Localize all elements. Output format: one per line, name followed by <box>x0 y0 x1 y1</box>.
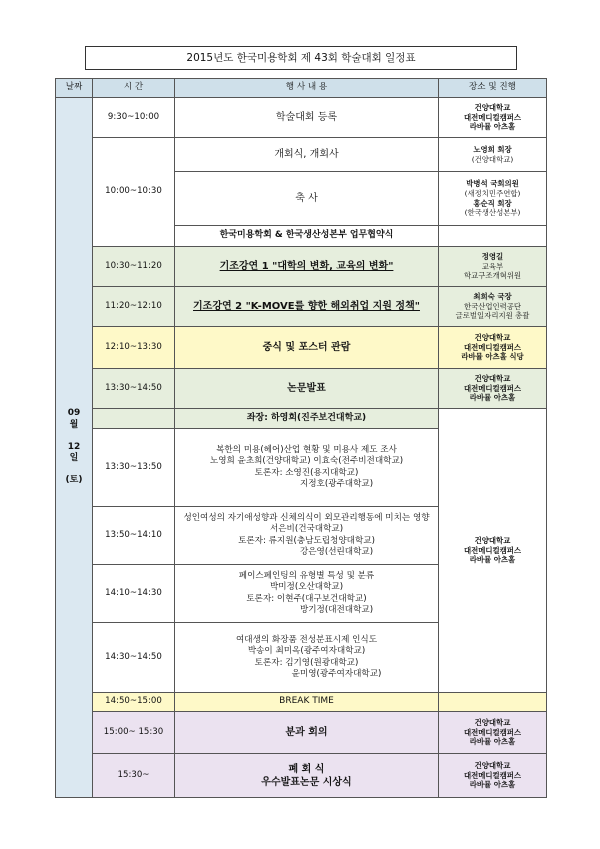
time-cell: 9:30~10:00 <box>93 98 175 138</box>
time-cell: 14:10~14:30 <box>93 565 175 623</box>
page-title: 2015년도 한국미용학회 제 43회 학술대회 일정표 <box>85 46 517 70</box>
event-cell: 논문발표 <box>175 369 439 409</box>
table-row <box>56 712 547 754</box>
location-cell: 노영희 회장 (건양대학교) <box>439 138 547 172</box>
time-cell: 14:50~15:00 <box>93 693 175 712</box>
event-cell: 기조강연 2 "K-MOVE를 향한 해외취업 지원 정책" <box>175 287 439 327</box>
event-cell: 개회식, 개회사 <box>175 138 439 172</box>
schedule-table <box>55 78 547 798</box>
table-row <box>56 287 547 327</box>
event-cell: BREAK TIME <box>175 693 439 712</box>
location-cell: 박병석 국회의원 (새정치민주연합) 홍순직 회장 (한국생산성본부) <box>439 172 547 226</box>
location-cell: 정영길 교육부 학교구조개혁위원 <box>439 247 547 287</box>
table-row <box>56 693 547 712</box>
time-cell: 15:30~ <box>93 754 175 798</box>
location-cell: 최희숙 국장 한국산업인력공단 글로벌일자리지원 총괄 <box>439 287 547 327</box>
event-cell: 한국미용학회 & 한국생산성본부 업무협약식 <box>175 226 439 247</box>
time-cell: 13:30~13:50 <box>93 429 175 507</box>
table-row <box>56 98 547 138</box>
event-cell: 분과 회의 <box>175 712 439 754</box>
header-row <box>56 79 547 98</box>
location-cell: 건양대학교 대전메디컬캠퍼스 라바뮬 아츠홀 <box>439 712 547 754</box>
time-cell: 15:00~ 15:30 <box>93 712 175 754</box>
talk-cell: 성인여성의 자기애성향과 신체의식이 외모관리행동에 미치는 영향 서은비(건국대학교) 토론자: 류지원(충남도립청양대학교) 강은영(선린대학교) <box>175 507 439 565</box>
talk-cell: 여대생의 화장품 전성분표시제 인식도 박송이 최미옥(광주여자대학교) 토론자: 김기영(원광대학교) 윤미영(광주여자대학교) <box>175 623 439 693</box>
time-cell: 10:00~10:30 <box>93 138 175 247</box>
event-cell: 폐 회 식 우수발표논문 시상식 <box>175 754 439 798</box>
time-cell: 14:30~14:50 <box>93 623 175 693</box>
header-content: 행 사 내 용 <box>175 79 439 98</box>
table-row <box>56 138 547 172</box>
header-date: 날짜 <box>56 79 93 98</box>
event-cell: 중식 및 포스터 관람 <box>175 327 439 369</box>
date-cell: 09 월 12 일 (토) <box>56 98 93 798</box>
talk-cell: 복한의 미용(헤어)산업 현황 및 미용사 제도 조사 노영희 윤초희(건양대학교) 이효숙(전주비전대학교) 토론자: 소영진(용지대학교) 지정호(광주대학교) <box>175 429 439 507</box>
time-cell: 12:10~13:30 <box>93 327 175 369</box>
time-cell <box>93 409 175 429</box>
event-cell: 기조강연 1 "대학의 변화, 교육의 변화" <box>175 247 439 287</box>
time-cell: 10:30~11:20 <box>93 247 175 287</box>
location-cell: 건양대학교 대전메디컬캠퍼스 라바뮬 아츠홀 <box>439 369 547 409</box>
table-row <box>56 754 547 798</box>
location-cell: 건양대학교 대전메디컬캠퍼스 라바뮬 아츠홀 <box>439 98 547 138</box>
header-time: 시 간 <box>93 79 175 98</box>
event-cell: 학술대회 등록 <box>175 98 439 138</box>
table-row <box>56 247 547 287</box>
header-location: 장소 및 진행 <box>439 79 547 98</box>
location-cell: 건양대학교 대전메디컬캠퍼스 라바뮬 아츠홀 <box>439 409 547 693</box>
talk-cell: 페이스페인팅의 유형별 특성 및 분류 박미정(오산대학교) 토론자: 이현주(대구보건대학교) 방기정(대전대학교) <box>175 565 439 623</box>
table-row <box>56 409 547 429</box>
location-cell: 건양대학교 대전메디컬캠퍼스 라바뮬 아츠홀 식당 <box>439 327 547 369</box>
location-cell <box>439 693 547 712</box>
location-cell <box>439 226 547 247</box>
table-row <box>56 327 547 369</box>
chair-cell: 좌장: 하영희(진주보건대학교) <box>175 409 439 429</box>
event-cell: 축 사 <box>175 172 439 226</box>
location-cell: 건양대학교 대전메디컬캠퍼스 라바뮬 아츠홀 <box>439 754 547 798</box>
table-row <box>56 369 547 409</box>
time-cell: 11:20~12:10 <box>93 287 175 327</box>
time-cell: 13:50~14:10 <box>93 507 175 565</box>
time-cell: 13:30~14:50 <box>93 369 175 409</box>
